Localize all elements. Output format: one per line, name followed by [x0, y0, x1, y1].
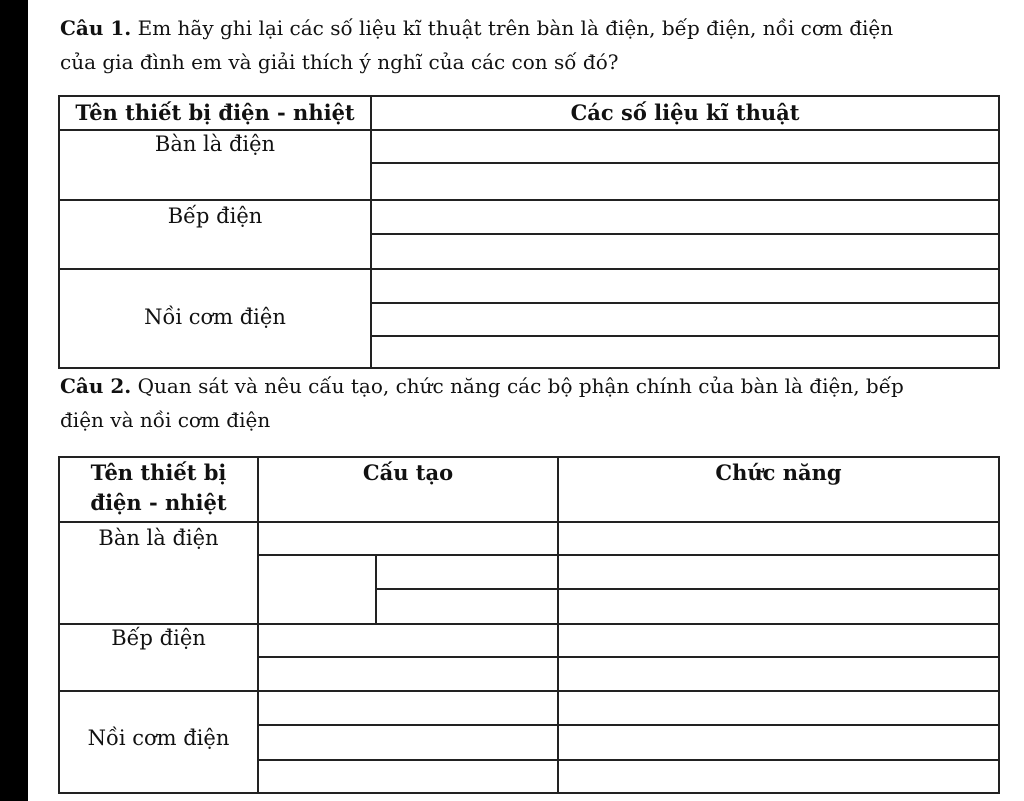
table-2-header-structure: Cấu tạo	[362, 460, 454, 485]
table-2-row-rice-cooker: Nồi cơm điện	[87, 726, 230, 750]
question-1-line-2: của gia đình em và giải thích ý nghĩ của các con số đó?	[60, 50, 619, 74]
question-1-text: Em hãy ghi lại các số liệu kĩ thuật trên bàn là điện, bếp điện, nồi cơm điện	[131, 16, 894, 40]
question-2-text: Quan sát và nêu cấu tạo, chức năng các bộ phận chính của bàn là điện, bếp	[131, 374, 904, 398]
table-2-row-iron: Bàn là điện	[98, 526, 219, 550]
table-1-row-iron: Bàn là điện	[154, 132, 276, 156]
question-2-label: Câu 2.	[60, 374, 132, 398]
table-2-header-function: Chức năng	[715, 460, 842, 485]
question-2-line-2: điện và nồi cơm điện	[60, 408, 271, 432]
table-1-row-rice-cooker: Nồi cơm điện	[144, 305, 286, 329]
table-2-header-device-line-2: điện - nhiệt	[90, 490, 227, 515]
table-1-row-stove: Bếp điện	[167, 204, 263, 228]
table-1-header-device: Tên thiết bị điện - nhiệt	[75, 100, 355, 125]
table-2-row-stove: Bếp điện	[111, 626, 206, 650]
question-1-label: Câu 1.	[60, 16, 132, 40]
question-1-line-1	[60, 12, 893, 45]
table-1-header-specs: Các số liệu kĩ thuật	[570, 100, 800, 125]
question-2-line-1	[60, 370, 904, 403]
table-2-header-device-line-1: Tên thiết bị	[90, 460, 227, 485]
document-page	[28, 0, 1024, 801]
